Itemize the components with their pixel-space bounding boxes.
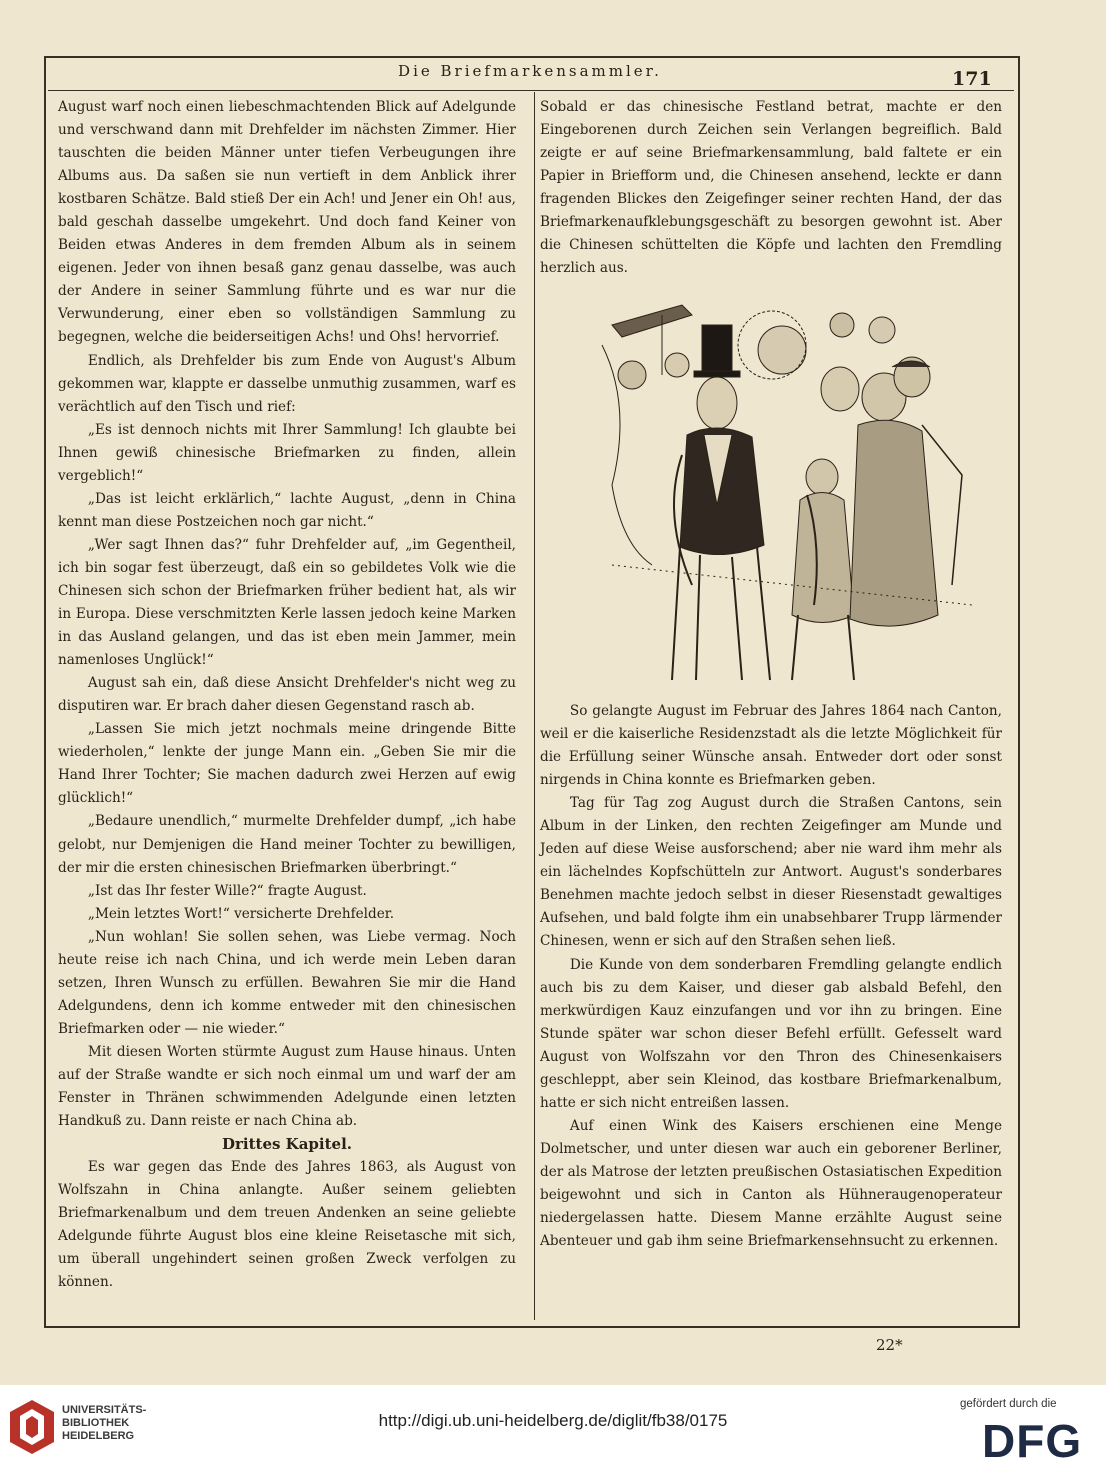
paragraph: Auf einen Wink des Kaisers erschienen eine Menge Dolmetscher, und unter diesen war auch ein geborener Berliner, der als Matrose der letzten preußischen Ostasiatischen Expedition beigewohnt und sich in Canton als Hühneraugenoperateur niedergelassen hatte. Diesem Manne erzählte August seine Abenteuer und gab ihm seine Briefmarkensehnsucht zu erkennen. [540,1117,1002,1250]
paragraph: „Ist das Ihr fester Wille?“ fragte August. [87,882,367,899]
running-head: Die Briefmarkensammler. [398,62,662,80]
paragraph: „Lassen Sie mich jetzt nochmals meine dringende Bitte wiederholen,“ lenkte der junge Mann ein. „Geben Sie mir die Hand Ihrer Tochter; Sie machen dadurch zwei Herzen auf ewig glücklich!“ [58,721,516,807]
paragraph: Es war gegen das Ende des Jahres 1863, als August von Wolfszahn in China anlangte. Außer seinem geliebten Briefmarkenalbum und dem treuen Andenken an seine geliebte Adelgunde führte August blos eine kleine Reisetasche mit sich, um überall ungehindert seinen großen Zweck verfolgen zu können. [58,1159,516,1291]
right-column-top [540,96,1002,280]
paragraph: „Bedaure unendlich,“ murmelte Drehfelder dumpf, „ich habe gelobt, nur Demjenigen die Hand meiner Tochter zu bewilligen, der mir die ersten chinesischen Briefmarken überbringt.“ [58,813,516,876]
paragraph: „Mein letztes Wort!“ versicherte Drehfelder. [87,905,395,922]
paragraph: Endlich, als Drehfelder bis zum Ende von August's Album gekommen war, klappte er dasselbe unmuthig zusammen, warf es verächtlich auf den Tisch und rief: [58,352,516,415]
paragraph: Die Kunde von dem sonderbaren Fremdling gelangte endlich auch bis zu dem Kaiser, und dieser gab alsbald Befehl, den merkwürdigen Kauz einzufangen und vor ihn zu bringen. Eine Stunde später war schon dieser Befehl erfüllt. Gefesselt ward August von Wolfszahn vor den Thron des Chinesenkaisers geschleppt, aber sein Kleinod, das kostbare Briefmarkenalbum, hatte er sich nicht entreißen lassen. [540,956,1002,1111]
paragraph: August warf noch einen liebeschmachtenden Blick auf Adelgunde und verschwand dann mit Drehfelder im nächsten Zimmer. Hier tauschten die beiden Männer unter tiefen Verbeugungen ihre Albums aus. Da saßen sie nun vertieft in dem Anblick ihrer kostbaren Schätze. Bald stieß Der ein Ach! und Jener ein Oh! aus, bald geschah dasselbe umgekehrt. Und doch fand Keiner von Beiden etwas Anderes in dem fremden Album als in seinem eigenen. Jeder von ihnen besaß ganz genau dasselbe, was auch der Andere in seiner Sammlung führte und es war nur die Verwunderung, einer eben so vollständigen Sammlung zu begegnen, welche die beiderseitigen Achs! und Ohs! hervorrief. [58,99,516,346]
right-column-bottom [540,700,1002,1253]
dfg-logo: DFG [982,1415,1083,1467]
paragraph: Mit diesen Worten stürmte August zum Hause hinaus. Unten auf der Straße wandte er sich noch einmal um und warf der am Fenster in Thränen schwimmenden Adelgunde einen letzten Handkuß zu. Dann reiste er nach China ab. [58,1043,516,1130]
source-url[interactable]: http://digi.ub.uni-heidelberg.de/diglit/fb38/0175 [378,1411,728,1430]
paragraph: August sah ein, daß diese Ansicht Drehfelder's nicht weg zu disputiren war. Er brach daher diesen Gegenstand rasch ab. [58,675,516,715]
chapter-title: Drittes Kapitel. [221,1135,352,1154]
header-rule [48,90,1014,91]
funding-note: gefördert durch die [960,1398,1057,1410]
paragraph: „Das ist leicht erklärlich,“ lachte August, „denn in China kennt man diese Postzeichen noch gar nicht.“ [58,490,516,530]
paragraph: „Nun wohlan! Sie sollen sehen, was Liebe vermag. Noch heute reise ich nach China, und ich werde mein Leben daran setzen, Ihren Wunsch zu erfüllen. Bewahren Sie mir die Hand Adelgundens, denn ich komme entweder mit den chinesischen Briefmarken oder — nie wieder.“ [58,928,516,1037]
paragraph: So gelangte August im Februar des Jahres 1864 nach Canton, weil er die kaiserliche Residenzstadt als die letzte Möglichkeit für die Erfüllung seiner Wünsche ansah. Entweder dort oder sonst nirgends in China konnte es Briefmarken geben. [540,703,1002,789]
paragraph: „Es ist dennoch nichts mit Ihrer Sammlung! Ich glaubte bei Ihnen gewiß chinesische Briefmarken zu finden, allein vergeblich!“ [58,421,516,484]
engraving-illustration [592,285,978,685]
signature-mark: 22* [876,1336,903,1354]
page-number: 171 [952,68,992,90]
library-name: UNIVERSITÄTS- BIBLIOTHEK HEIDELBERG [62,1404,147,1442]
left-column [58,96,516,1294]
paragraph: Tag für Tag zog August durch die Straßen Cantons, sein Album in der Linken, den rechten Zeigefinger am Munde und Jeden auf diese Weise ausforschend; aber nie ward ihm mehr als ein lächelndes Kopfschütteln zur Antwort. August's sonderbares Benehmen machte jedoch selbst in dieser Riesenstadt gewaltiges Aufsehen, und bald folgte ihm ein unabsehbarer Trupp lärmender Chinesen, wenn er sich auf den Straßen sehen ließ. [540,795,1002,950]
column-rule [534,92,535,1320]
paragraph: „Wer sagt Ihnen das?“ fuhr Drehfelder auf, „im Gegentheil, ich bin sogar fest überzeugt, daß ein so gebildetes Volk wie die Chinesen sich schon der Briefmarken früher bedient hat, als wir in Europa. Diese verschmitzten Kerle lassen jedoch keine Marken in das Ausland gelangen, und das ist eben mein Jammer, mein namenloses Unglück!“ [58,536,516,669]
paragraph: Sobald er das chinesische Festland betrat, machte er den Eingeborenen durch Zeichen sein Verlangen begreiflich. Bald zeigte er auf seine Briefmarkensammlung, bald faltete er ein Papier in Briefform und, die Chinesen ansehend, leckte er dann fragenden Blickes den Zeigefinger seiner rechten Hand, der das Briefmarkenaufklebungsgeschäft zu besorgen gewohnt ist. Aber die Chinesen schüttelten die Köpfe und lachten den Fremdling herzlich aus. [540,99,1002,277]
